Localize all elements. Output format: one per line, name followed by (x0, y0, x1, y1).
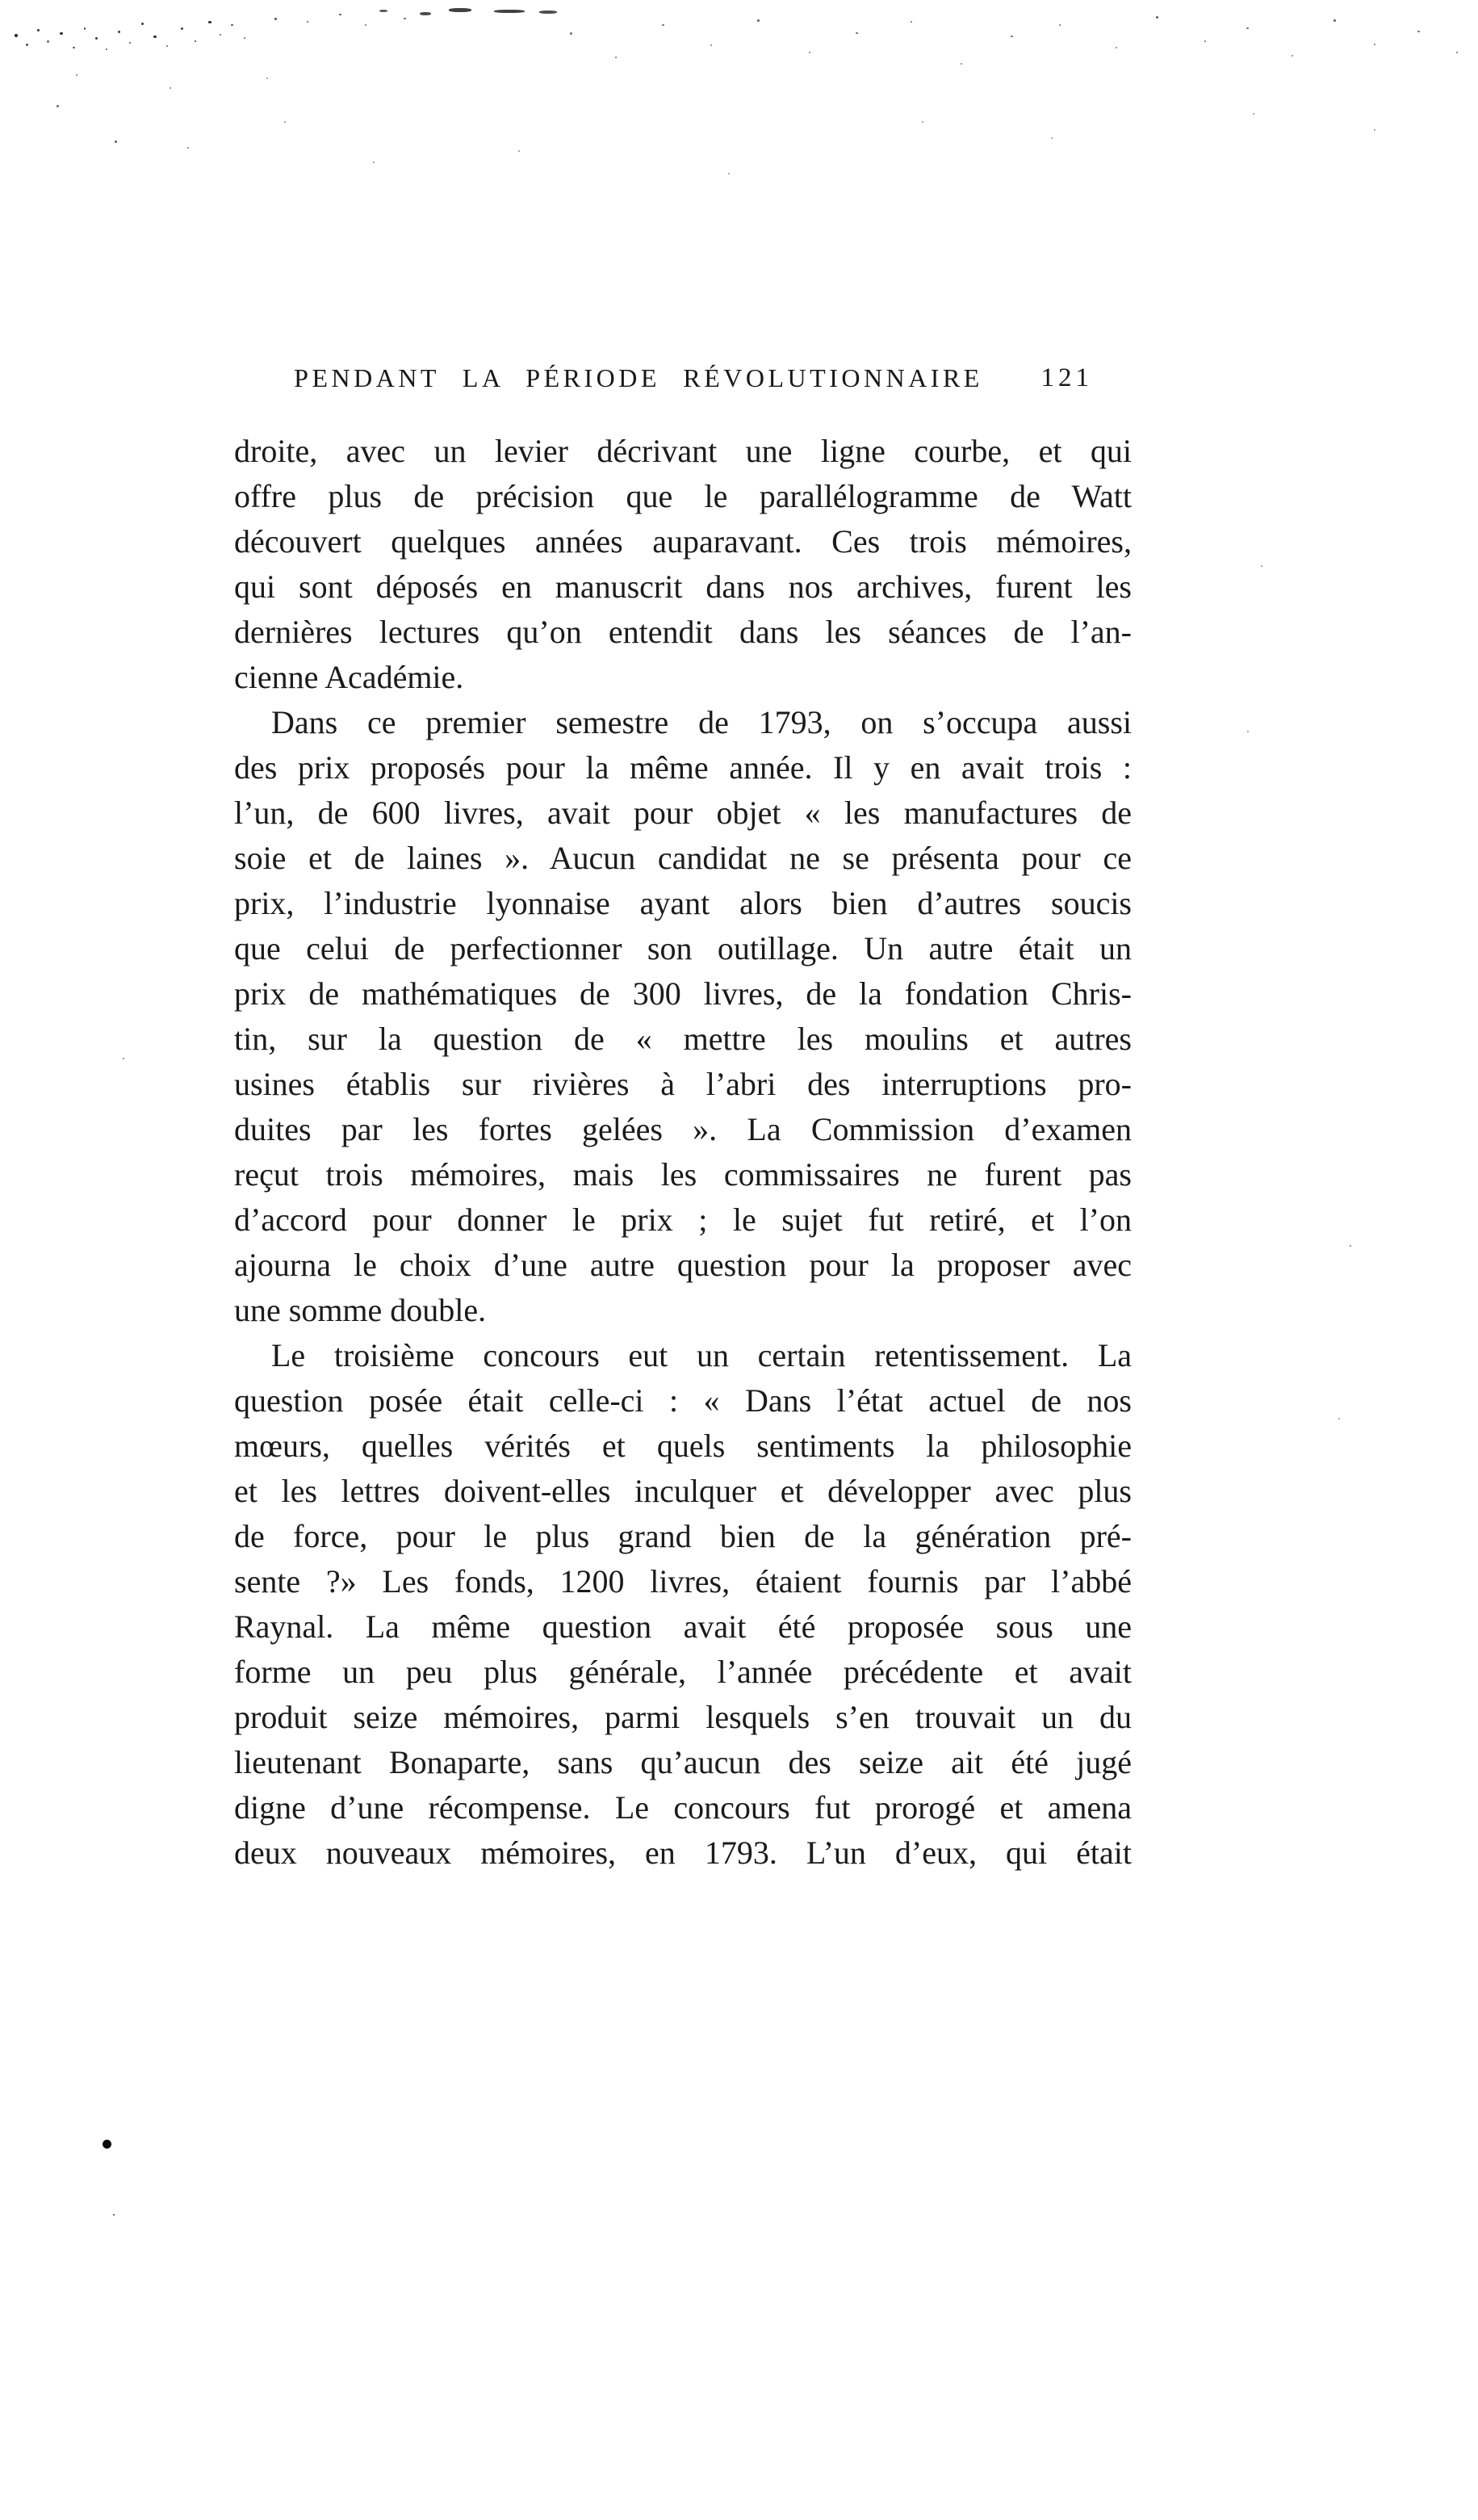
ink-dot (103, 2140, 111, 2149)
scan-speck (153, 36, 157, 38)
text-line: qui sont déposés en manuscrit dans nos archives, furent les (234, 568, 1132, 605)
scan-speck (129, 42, 131, 44)
scan-speck (113, 2214, 115, 2216)
scan-speck (220, 34, 221, 36)
text-line: digne d’une récompense. Le concours fut prorogé et amena (234, 1789, 1132, 1826)
scan-speck (662, 24, 664, 26)
text-line: de force, pour le plus grand bien de la génération pré- (234, 1518, 1132, 1554)
scan-speck (539, 10, 557, 14)
scan-speck (231, 24, 233, 26)
scan-speck (420, 12, 431, 15)
scan-speck (181, 27, 183, 30)
scan-speck (757, 19, 760, 22)
scan-speck (73, 47, 75, 48)
scan-speck (856, 32, 858, 34)
scan-speck (1350, 1245, 1351, 1247)
text-line: prix de mathématiques de 300 livres, de la fondation Chris- (234, 975, 1132, 1012)
scan-speck (123, 1058, 124, 1059)
scan-speck (809, 52, 810, 53)
text-line: mœurs, quelles vérités et quels sentiments la philosophie (234, 1428, 1132, 1464)
scan-speck (15, 34, 18, 37)
text-line: prix, l’industrie lyonnaise ayant alors bien d’autres soucis (234, 885, 1132, 921)
scan-speck (37, 29, 40, 31)
text-line: produit seize mémoires, parmi lesquels s’en trouvait un du (234, 1699, 1132, 1735)
scan-speck (615, 57, 617, 58)
text-line: deux nouveaux mémoires, en 1793. L’un d’eux, qui était (234, 1834, 1132, 1871)
text-line: tin, sur la question de « mettre les moulins et autres (234, 1021, 1132, 1057)
scan-speck (115, 140, 117, 143)
text-line: découvert quelques années auparavant. Ces trois mémoires, (234, 523, 1132, 560)
scan-speck (1292, 55, 1293, 57)
scan-speck (195, 40, 196, 42)
scan-speck (76, 74, 77, 76)
scan-speck (1059, 24, 1061, 26)
text-line: soie et de laines ». Aucun candidat ne se présenta pour ce (234, 840, 1132, 876)
scan-speck (166, 45, 168, 47)
text-line: droite, avec un levier décrivant une ligne courbe, et qui (234, 433, 1132, 469)
scan-speck (1247, 731, 1249, 732)
text-line: des prix proposés pour la même année. Il y en avait trois : (234, 749, 1132, 786)
scan-speck (307, 21, 308, 23)
text-line: d’accord pour donner le prix ; le sujet fut retiré, et l’on (234, 1201, 1132, 1238)
text-line: forme un peu plus générale, l’année précédente et avait (234, 1654, 1132, 1690)
scan-speck (47, 40, 49, 43)
scan-speck (266, 78, 268, 79)
scan-speck (1156, 16, 1158, 19)
scan-speck (274, 18, 277, 20)
paragraph (234, 1333, 1132, 1876)
text-line: sente ?» Les fonds, 1200 livres, étaient fournis par l’abbé (234, 1563, 1132, 1600)
scan-speck (284, 121, 286, 123)
scan-speck (244, 37, 245, 39)
scan-speck (1253, 113, 1254, 115)
scan-speck (961, 63, 962, 65)
scan-speck (106, 48, 107, 50)
scan-speck (187, 147, 189, 149)
scan-speck (379, 10, 387, 12)
scan-speck (494, 10, 525, 13)
text-line: offre plus de précision que le parallélogramme de Watt (234, 478, 1132, 514)
scan-speck (118, 31, 120, 33)
scan-speck (570, 32, 572, 35)
text-line: lieutenant Bonaparte, sans qu’aucun des seize ait été jugé (234, 1744, 1132, 1780)
scan-speck (449, 8, 471, 12)
scan-speck (728, 173, 730, 174)
text-line: et les lettres doivent-elles inculquer et développer avec plus (234, 1473, 1132, 1509)
scan-speck (1051, 137, 1053, 139)
scan-speck (1116, 47, 1117, 48)
scan-speck (518, 150, 520, 152)
text-line: que celui de perfectionner son outillage. Un autre était un (234, 930, 1132, 966)
scan-speck (710, 44, 712, 46)
scan-speck (1456, 52, 1458, 53)
running-header (234, 363, 1132, 402)
running-title: PENDANT LA PÉRIODE RÉVOLUTIONNAIRE (294, 363, 983, 392)
scan-speck (1374, 44, 1375, 45)
text-line: une somme double. (234, 1292, 487, 1328)
scan-speck (1338, 1418, 1340, 1419)
scan-speck (26, 44, 28, 46)
text-line: question posée était celle-ci : « Dans l’état actuel de nos (234, 1382, 1132, 1419)
scan-speck (1246, 27, 1249, 29)
scan-speck (1374, 129, 1375, 131)
scan-speck (365, 24, 366, 26)
text-line: l’un, de 600 livres, avait pour objet « les manufactures de (234, 795, 1132, 831)
page-body (234, 429, 1132, 1876)
scan-speck (170, 87, 171, 89)
paragraph (234, 700, 1132, 1333)
scan-speck (404, 18, 406, 19)
scan-speck (339, 14, 341, 15)
scan-speck (57, 105, 59, 107)
scan-speck (1417, 31, 1420, 32)
scan-speck (141, 23, 144, 25)
scan-speck (84, 27, 86, 30)
scan-speck (95, 37, 98, 40)
scan-speck (1261, 565, 1262, 567)
scan-speck (208, 21, 211, 23)
scan-speck (1011, 36, 1013, 37)
paragraph (234, 429, 1132, 700)
text-line: duites par les fortes gelées ». La Commission d’examen (234, 1111, 1132, 1147)
text-line: Raynal. La même question avait été proposée sous une (234, 1608, 1132, 1645)
text-line: reçut trois mémoires, mais les commissaires ne furent pas (234, 1156, 1132, 1193)
scan-speck (373, 161, 375, 163)
scan-speck (60, 32, 63, 35)
scan-speck (911, 21, 912, 23)
text-line: usines établis sur rivières à l’abri des interruptions pro- (234, 1066, 1132, 1102)
scan-speck (1334, 19, 1336, 22)
text-line: dernières lectures qu’on entendit dans les séances de l’an- (234, 614, 1132, 650)
scan-speck (1204, 40, 1206, 42)
text-line: cienne Académie. (234, 659, 464, 695)
page-number: 121 (1040, 363, 1093, 392)
text-line: ajourna le choix d’une autre question pour la proposer avec (234, 1247, 1132, 1283)
text-line: Le troisième concours eut un certain retentissement. La (271, 1337, 1132, 1373)
scan-speck (922, 121, 923, 123)
text-line: Dans ce premier semestre de 1793, on s’occupa aussi (271, 704, 1132, 740)
